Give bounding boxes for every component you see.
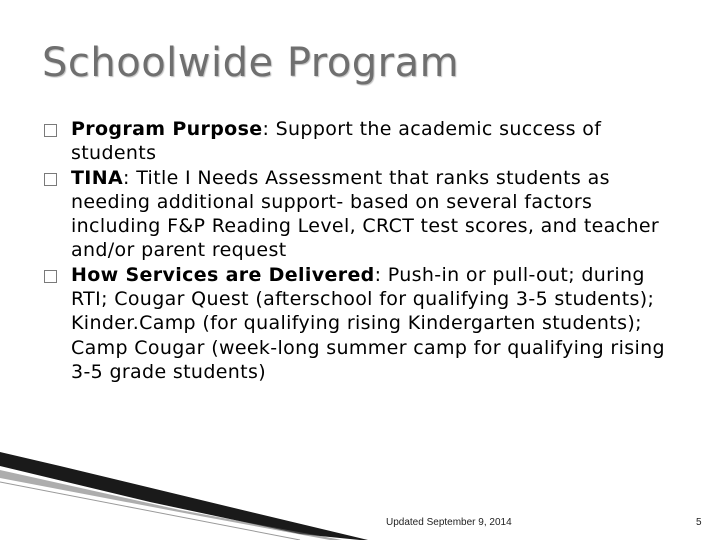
bullet-text: : Push-in or pull-out; during RTI; Cougar Quest (afterschool for qualifying 3-5 students); Kinder.Camp (for qualifying rising Kindergarten students); Camp Cougar (week-long summer camp for qualifying rising 3-5 grade students) xyxy=(71,263,665,383)
bullet-list xyxy=(44,117,684,384)
slide-title: Schoolwide Program xyxy=(42,40,460,86)
square-bullet-icon xyxy=(44,173,57,186)
bullet-term: TINA xyxy=(71,166,124,189)
page-number: 5 xyxy=(696,517,702,528)
swoosh-dark-band xyxy=(0,452,368,540)
square-bullet-icon xyxy=(44,270,57,283)
bullet-program-purpose xyxy=(44,117,684,166)
decorative-swoosh xyxy=(0,452,720,540)
footer-date: Updated September 9, 2014 xyxy=(386,517,512,528)
bullet-text: : Title I Needs Assessment that ranks students as needing additional support- based on several factors including F&P Reading Level, CRCT test scores, and teacher and/or parent request xyxy=(71,166,660,262)
bullet-text: : Support the academic success of students xyxy=(71,118,602,165)
bullet-term: How Services are Delivered xyxy=(71,263,375,286)
bullet-tina xyxy=(44,166,684,263)
square-bullet-icon xyxy=(44,124,57,137)
bullet-term: Program Purpose xyxy=(71,118,263,140)
bullet-how-services xyxy=(44,263,684,384)
